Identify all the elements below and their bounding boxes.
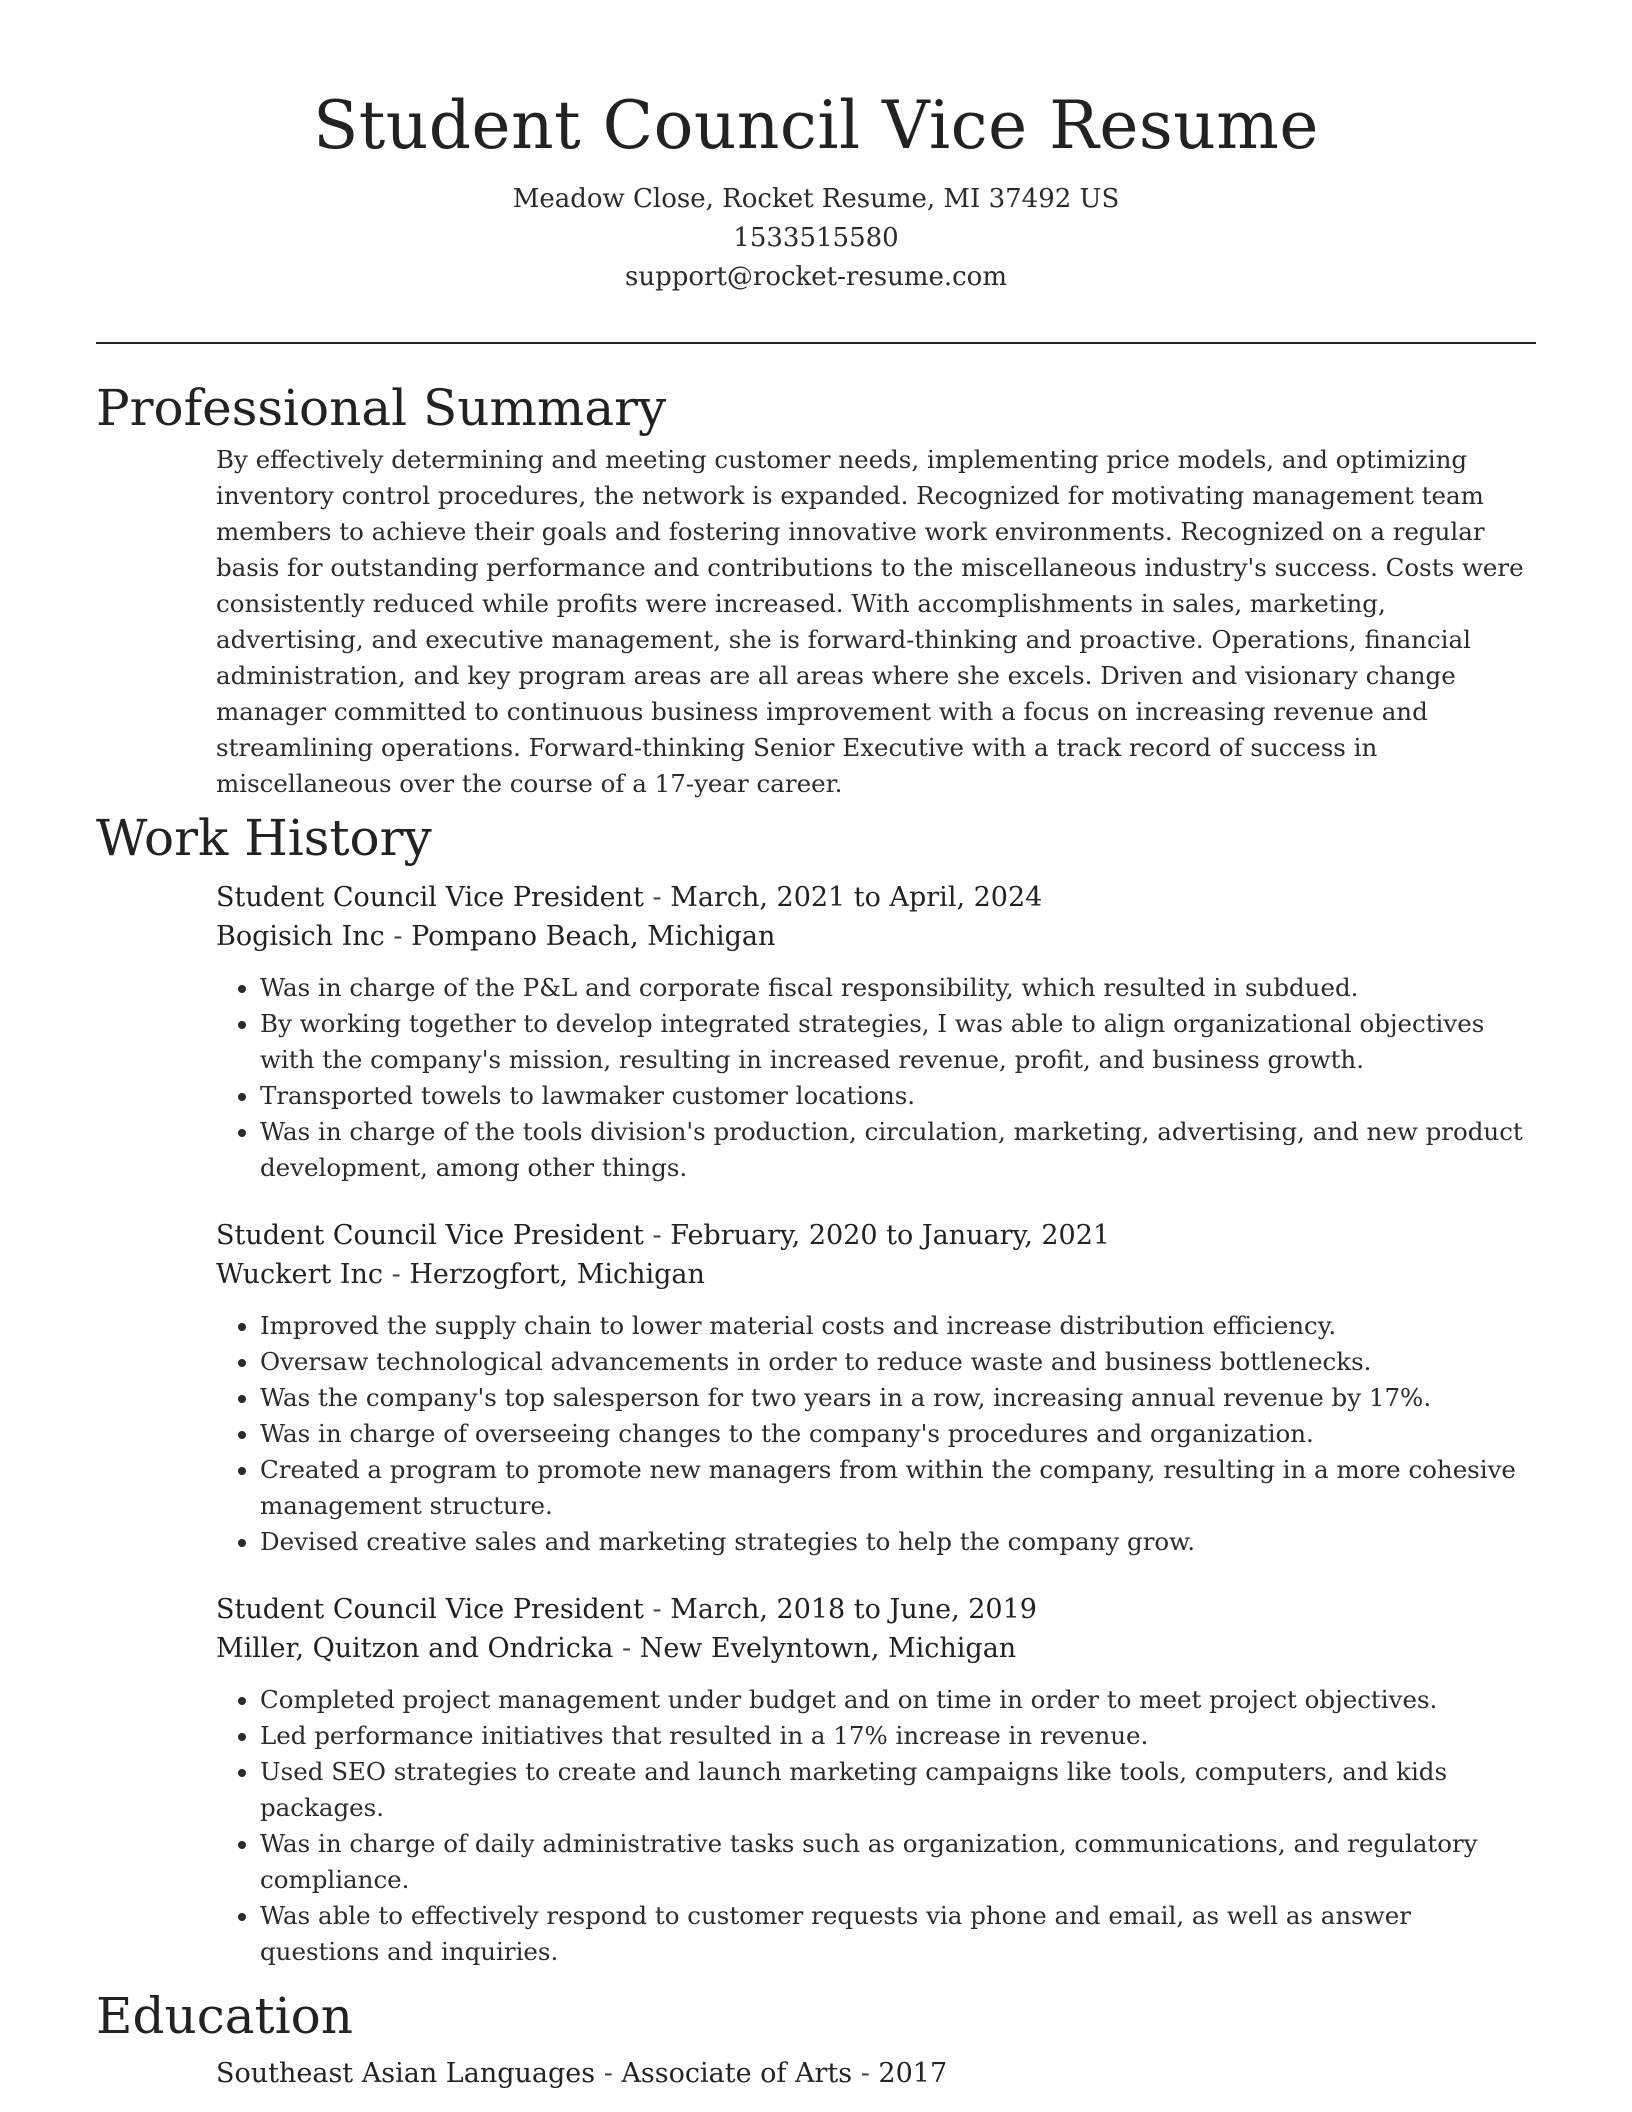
contact-address: Meadow Close, Rocket Resume, MI 37492 US [512, 184, 1120, 214]
job-dates: March, 2021 to April, 2024 [670, 882, 1043, 913]
job-position: Student Council Vice President [216, 882, 644, 913]
job-bullet: • Devised creative sales and marketing strategies to help the company grow. [260, 1524, 1536, 1560]
job-bullet: • Improved the supply chain to lower material costs and increase distribution efficiency. [260, 1308, 1536, 1344]
job-company-line [216, 1629, 1536, 1668]
job-bullet: • Completed project management under budget and on time in order to meet project objectives. [260, 1682, 1536, 1718]
job-list [216, 878, 1536, 1970]
separator: - [652, 1220, 671, 1251]
job-company: Miller, Quitzon and Ondricka [216, 1633, 614, 1664]
header-divider [96, 342, 1536, 344]
job-bullet: • Was in charge of the P&L and corporate fiscal responsibility, which resulted in subdued. [260, 970, 1536, 1006]
education-entry [216, 2054, 1536, 2093]
work-history-heading: Work History [96, 809, 432, 867]
job-bullet: • By working together to develop integrated strategies, I was able to align organizational objectives with the company's mission, resulting in increased revenue, profit, and business growth. [260, 1006, 1536, 1078]
summary-heading: Professional Summary [96, 379, 667, 437]
education-degree: Associate of Arts [621, 2058, 853, 2089]
job-location: Herzogfort, Michigan [409, 1259, 705, 1290]
job-company-line [216, 1255, 1536, 1294]
job-title-line [216, 878, 1536, 917]
job-bullet: • Was in charge of overseeing changes to the company's procedures and organization. [260, 1416, 1536, 1452]
job-entry [216, 1590, 1536, 1970]
job-bullets [216, 970, 1536, 1186]
job-position: Student Council Vice President [216, 1594, 644, 1625]
job-location: New Evelyntown, Michigan [639, 1633, 1017, 1664]
job-bullet: • Created a program to promote new managers from within the company, resulting in a more cohesive management structure. [260, 1452, 1536, 1524]
education-list [216, 2054, 1536, 2093]
job-title-line [216, 1216, 1536, 1255]
job-dates: March, 2018 to June, 2019 [670, 1594, 1037, 1625]
job-position: Student Council Vice President [216, 1220, 644, 1251]
job-dates: February, 2020 to January, 2021 [670, 1220, 1111, 1251]
education-section [96, 1986, 1536, 2093]
resume-header [96, 86, 1536, 297]
education-year: 2017 [878, 2058, 948, 2089]
work-history-section [96, 808, 1536, 1970]
summary-text: By effectively determining and meeting customer needs, implementing price models, and optimizing inventory control procedures, the network is expanded. Recognized for motivating management team members to achieve their goals and fostering innovative work environments. Recognized on a regular basis for outstanding performance and contributions to the miscellaneous industry's success. Costs were consistently reduced while profits were increased. With accomplishments in sales, marketing, advertising, and executive management, she is forward-thinking and proactive. Operations, financial administration, and key program areas are all areas where she excels. Driven and visionary change manager committed to continuous business improvement with a focus on increasing revenue and streamlining operations. Forward-thinking Senior Executive with a track record of success in miscellaneous over the course of a 17-year career. [216, 445, 1524, 798]
job-entry [216, 878, 1536, 1186]
separator: - [391, 1259, 410, 1290]
separator: - [652, 882, 671, 913]
summary-section [96, 378, 1536, 802]
job-company: Wuckert Inc [216, 1259, 384, 1290]
contact-email: support@rocket-resume.com [624, 262, 1007, 292]
job-company-line [216, 917, 1536, 956]
job-bullet: • Used SEO strategies to create and launch marketing campaigns like tools, computers, and kids packages. [260, 1754, 1536, 1826]
job-bullet: • Was able to effectively respond to customer requests via phone and email, as well as answer questions and inquiries. [260, 1898, 1536, 1970]
job-bullet: • Was in charge of the tools division's production, circulation, marketing, advertising, and new product development, among other things. [260, 1114, 1536, 1186]
job-company: Bogisich Inc [216, 921, 385, 952]
separator: - [393, 921, 412, 952]
contact-phone: 1533515580 [733, 223, 899, 253]
job-bullets [216, 1308, 1536, 1560]
contact-block [96, 180, 1536, 297]
education-heading: Education [96, 1987, 353, 2045]
education-field: Southeast Asian Languages [216, 2058, 596, 2089]
resume-name: Student Council Vice Resume [313, 87, 1319, 164]
job-bullet: • Oversaw technological advancements in order to reduce waste and business bottlenecks. [260, 1344, 1536, 1380]
job-bullet: • Led performance initiatives that resulted in a 17% increase in revenue. [260, 1718, 1536, 1754]
separator: - [621, 1633, 640, 1664]
job-bullet: • Was in charge of daily administrative tasks such as organization, communications, and regulatory compliance. [260, 1826, 1536, 1898]
job-bullets [216, 1682, 1536, 1970]
separator: - [603, 2058, 622, 2089]
separator: - [652, 1594, 671, 1625]
job-bullet: • Was the company's top salesperson for two years in a row, increasing annual revenue by 17%. [260, 1380, 1536, 1416]
job-location: Pompano Beach, Michigan [411, 921, 776, 952]
job-title-line [216, 1590, 1536, 1629]
job-bullet: • Transported towels to lawmaker customer locations. [260, 1078, 1536, 1114]
job-entry [216, 1216, 1536, 1560]
separator: - [860, 2058, 879, 2089]
